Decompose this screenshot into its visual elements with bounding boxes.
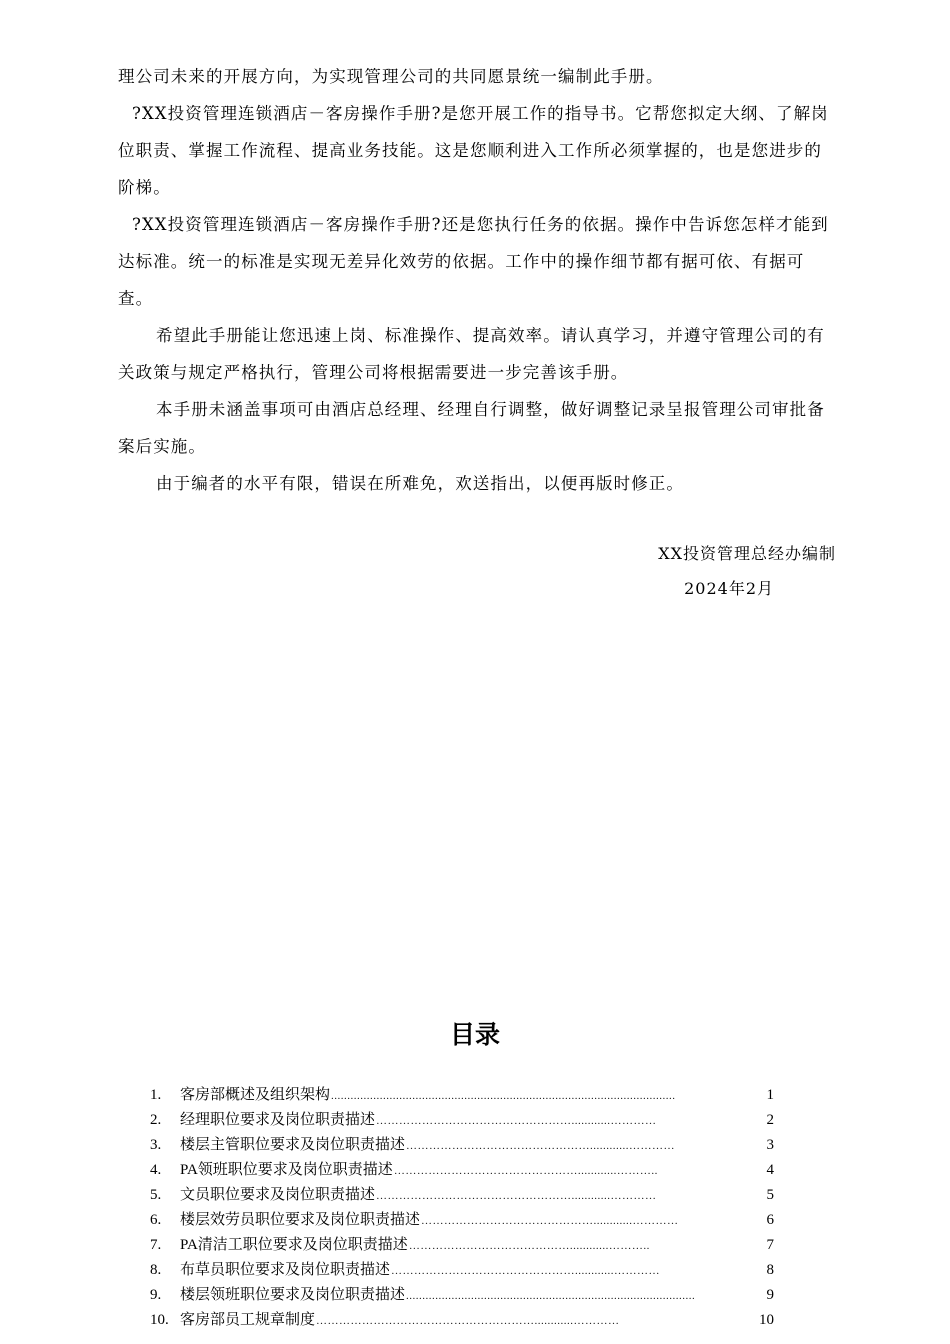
intro-paragraph-4: 希望此手册能让您迅速上岗、标准操作、提高效率。请认真学习，并遵守管理公司的有关政策与规定严格执行，管理公司将根据需要进一步完善该手册。 [118, 326, 825, 382]
intro-paragraph-6: 由于编者的水平有限，错误在所难免，欢送指出，以便再版时修正。 [156, 474, 684, 493]
toc-entry[interactable] [150, 1283, 774, 1308]
toc-entry-number: 6. [150, 1212, 162, 1228]
toc-entry[interactable] [150, 1208, 774, 1233]
toc-entry-label: 经理职位要求及岗位职责描述 [180, 1112, 376, 1128]
intro-paragraph-2: ?XX投资管理连锁酒店－客房操作手册?是您开展工作的指导书。它帮您拟定大纲、了解岗位职责、掌握工作流程、提高业务技能。这是您顺利进入工作所必须掌握的，也是您进步的阶梯。 [118, 104, 829, 197]
toc-entry[interactable] [150, 1308, 774, 1333]
signature-date: 2024年2月 [684, 579, 774, 598]
toc-entry-page: 9 [766, 1287, 774, 1303]
toc-entry-number: 2. [150, 1112, 162, 1128]
toc-entry[interactable] [150, 1183, 774, 1208]
toc-entry-label: 楼层领班职位要求及岗位职责描述 [180, 1287, 406, 1303]
toc-entry-label: 客房部员工规章制度 [180, 1312, 316, 1328]
intro-paragraph-3: ?XX投资管理连锁酒店－客房操作手册?还是您执行任务的依据。操作中告诉您怎样才能到达标准。统一的标准是实现无差异化效劳的依据。工作中的操作细节都有据可依、有据可查。 [118, 215, 829, 308]
toc-entry[interactable] [150, 1258, 774, 1283]
toc-entry-page: 10 [759, 1312, 774, 1328]
toc-entry-label: 楼层主管职位要求及岗位职责描述 [180, 1137, 406, 1153]
toc-entry-number: 9. [150, 1287, 162, 1303]
toc-entry-leader: …………………………………………............……….. [393, 1165, 658, 1177]
toc-entry-leader: ......................................................................................... [406, 1290, 696, 1302]
toc-entry-number: 8. [150, 1262, 162, 1278]
toc-entry-page: 1 [766, 1087, 774, 1103]
toc-entry-leader: ……………………………………………............………… [376, 1190, 657, 1202]
toc-entry-leader: …………………………………………............………… [391, 1265, 661, 1277]
toc-entry-page: 4 [766, 1162, 774, 1178]
toc-entry[interactable] [150, 1083, 774, 1108]
toc-entry-number: 7. [150, 1237, 162, 1253]
toc-entry-leader: …………………………………………............………… [406, 1140, 676, 1152]
toc-entry-label: 文员职位要求及岗位职责描述 [180, 1187, 376, 1203]
toc-entry-number: 10. [150, 1312, 169, 1328]
toc-entry-leader: …………………………………………………............………… [316, 1315, 620, 1327]
toc-entry-leader: ……………………………………............……….. [408, 1240, 650, 1252]
toc-entry-number: 1. [150, 1087, 162, 1103]
toc-entry-page: 7 [766, 1237, 774, 1253]
signature: XX投资管理总经办编制 [658, 544, 836, 563]
toc-entry-page: 8 [766, 1262, 774, 1278]
toc-title: 目录 [449, 1020, 500, 1049]
toc-entry-leader: .......................................................................................................... [331, 1090, 676, 1102]
intro-paragraph-1: 理公司未来的开展方向，为实现管理公司的共同愿景统一编制此手册。 [118, 67, 664, 86]
toc-entry-number: 3. [150, 1137, 162, 1153]
toc-entry-number: 4. [150, 1162, 162, 1178]
toc-entry[interactable] [150, 1233, 774, 1258]
toc-entry-page: 5 [766, 1187, 774, 1203]
intro-paragraph-5: 本手册未涵盖事项可由酒店总经理、经理自行调整，做好调整记录呈报管理公司审批备案后实施。 [118, 400, 825, 456]
toc-entry-label: PA领班职位要求及岗位职责描述 [180, 1162, 393, 1178]
toc-entry-leader: ……………………………………………............………… [376, 1115, 657, 1127]
toc-entry-number: 5. [150, 1187, 162, 1203]
toc-entry[interactable] [150, 1158, 774, 1183]
toc-entry[interactable] [150, 1133, 774, 1158]
toc-entry[interactable] [150, 1108, 774, 1133]
table-of-contents [150, 1083, 774, 1333]
toc-entry-label: PA清洁工职位要求及岗位职责描述 [180, 1237, 408, 1253]
toc-entry-leader: ………………………………………............………… [421, 1215, 679, 1227]
toc-entry-page: 3 [766, 1137, 774, 1153]
toc-entry-label: 客房部概述及组织架构 [180, 1087, 331, 1103]
toc-entry-page: 2 [766, 1112, 774, 1128]
toc-entry-label: 布草员职位要求及岗位职责描述 [180, 1262, 391, 1278]
toc-entry-page: 6 [766, 1212, 774, 1228]
toc-entry-label: 楼层效劳员职位要求及岗位职责描述 [180, 1212, 421, 1228]
